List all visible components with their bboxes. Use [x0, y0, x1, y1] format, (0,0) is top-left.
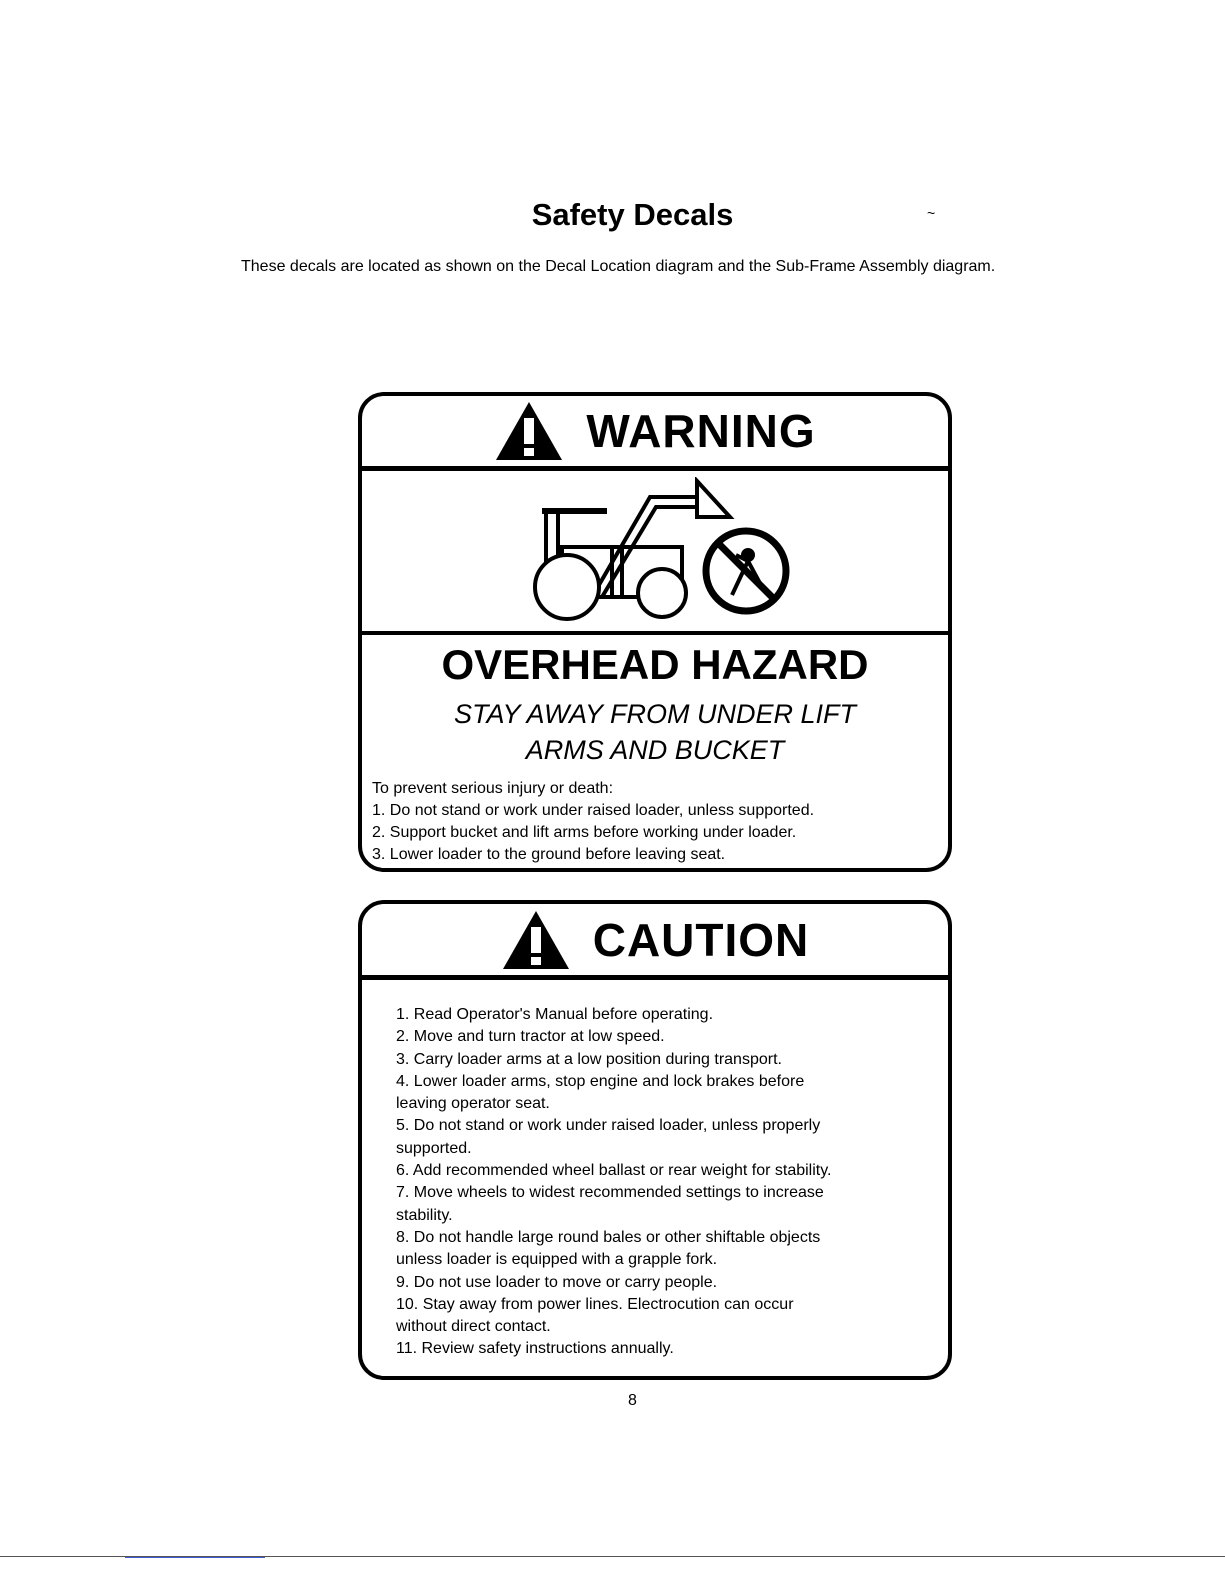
page-number: 8	[628, 1392, 637, 1409]
caution-list	[396, 1004, 948, 1361]
caution-item: 7. Move wheels to widest recommended settings to increase stability.	[396, 1184, 824, 1224]
warning-title: WARNING	[586, 405, 816, 457]
caution-item: 10. Stay away from power lines. Electrocution can occur without direct contact.	[396, 1295, 794, 1336]
warning-header	[362, 396, 948, 471]
tractor-loader-no-person-icon	[522, 477, 792, 625]
warning-item: 2. Support bucket and lift arms before working under loader.	[372, 824, 797, 841]
hazard-subtitle-line-1: STAY AWAY FROM UNDER LIFT	[453, 699, 857, 729]
caution-item: 1. Read Operator's Manual before operating.	[396, 1006, 714, 1023]
warning-intro: To prevent serious injury or death:	[372, 780, 614, 797]
caution-header	[362, 904, 948, 980]
alert-triangle-icon	[494, 400, 564, 462]
hazard-subtitle-line-2: ARMS AND BUCKET	[525, 735, 785, 765]
page-title: Safety Decals	[531, 197, 734, 232]
caution-item: 6. Add recommended wheel ballast or rear weight for stability.	[396, 1162, 832, 1180]
warning-item: 3. Lower loader to the ground before leaving seat.	[372, 846, 726, 863]
intro-paragraph: These decals are located as shown on the Decal Location diagram and the Sub-Frame Assembly diagram.	[241, 258, 996, 275]
hazard-title: OVERHEAD HAZARD	[441, 641, 869, 688]
caution-item: 5. Do not stand or work under raised loader, unless properly supported.	[396, 1117, 821, 1157]
caution-item: 8. Do not handle large round bales or other shiftable objects unless loader is equipped with a grapple fork.	[396, 1228, 821, 1269]
caution-item: 9. Do not use loader to move or carry people.	[396, 1273, 718, 1291]
warning-decal	[358, 392, 952, 872]
caution-title: CAUTION	[592, 913, 810, 966]
hazard-subtitle	[362, 696, 948, 768]
caution-item: 2. Move and turn tractor at low speed.	[396, 1028, 665, 1046]
caution-item: 3. Carry loader arms at a low position during transport.	[396, 1050, 782, 1068]
footer-link-underline	[125, 1557, 265, 1558]
stray-mark: ~	[927, 205, 936, 221]
illustration-panel	[362, 471, 948, 635]
caution-item: 4. Lower loader arms, stop engine and lock brakes before leaving operator seat.	[396, 1072, 805, 1113]
caution-decal	[358, 900, 952, 1380]
warning-body	[372, 778, 948, 866]
caution-item: 11. Review safety instructions annually.	[396, 1340, 674, 1358]
alert-triangle-icon	[501, 909, 571, 971]
warning-item: 1. Do not stand or work under raised loader, unless supported.	[372, 802, 815, 819]
